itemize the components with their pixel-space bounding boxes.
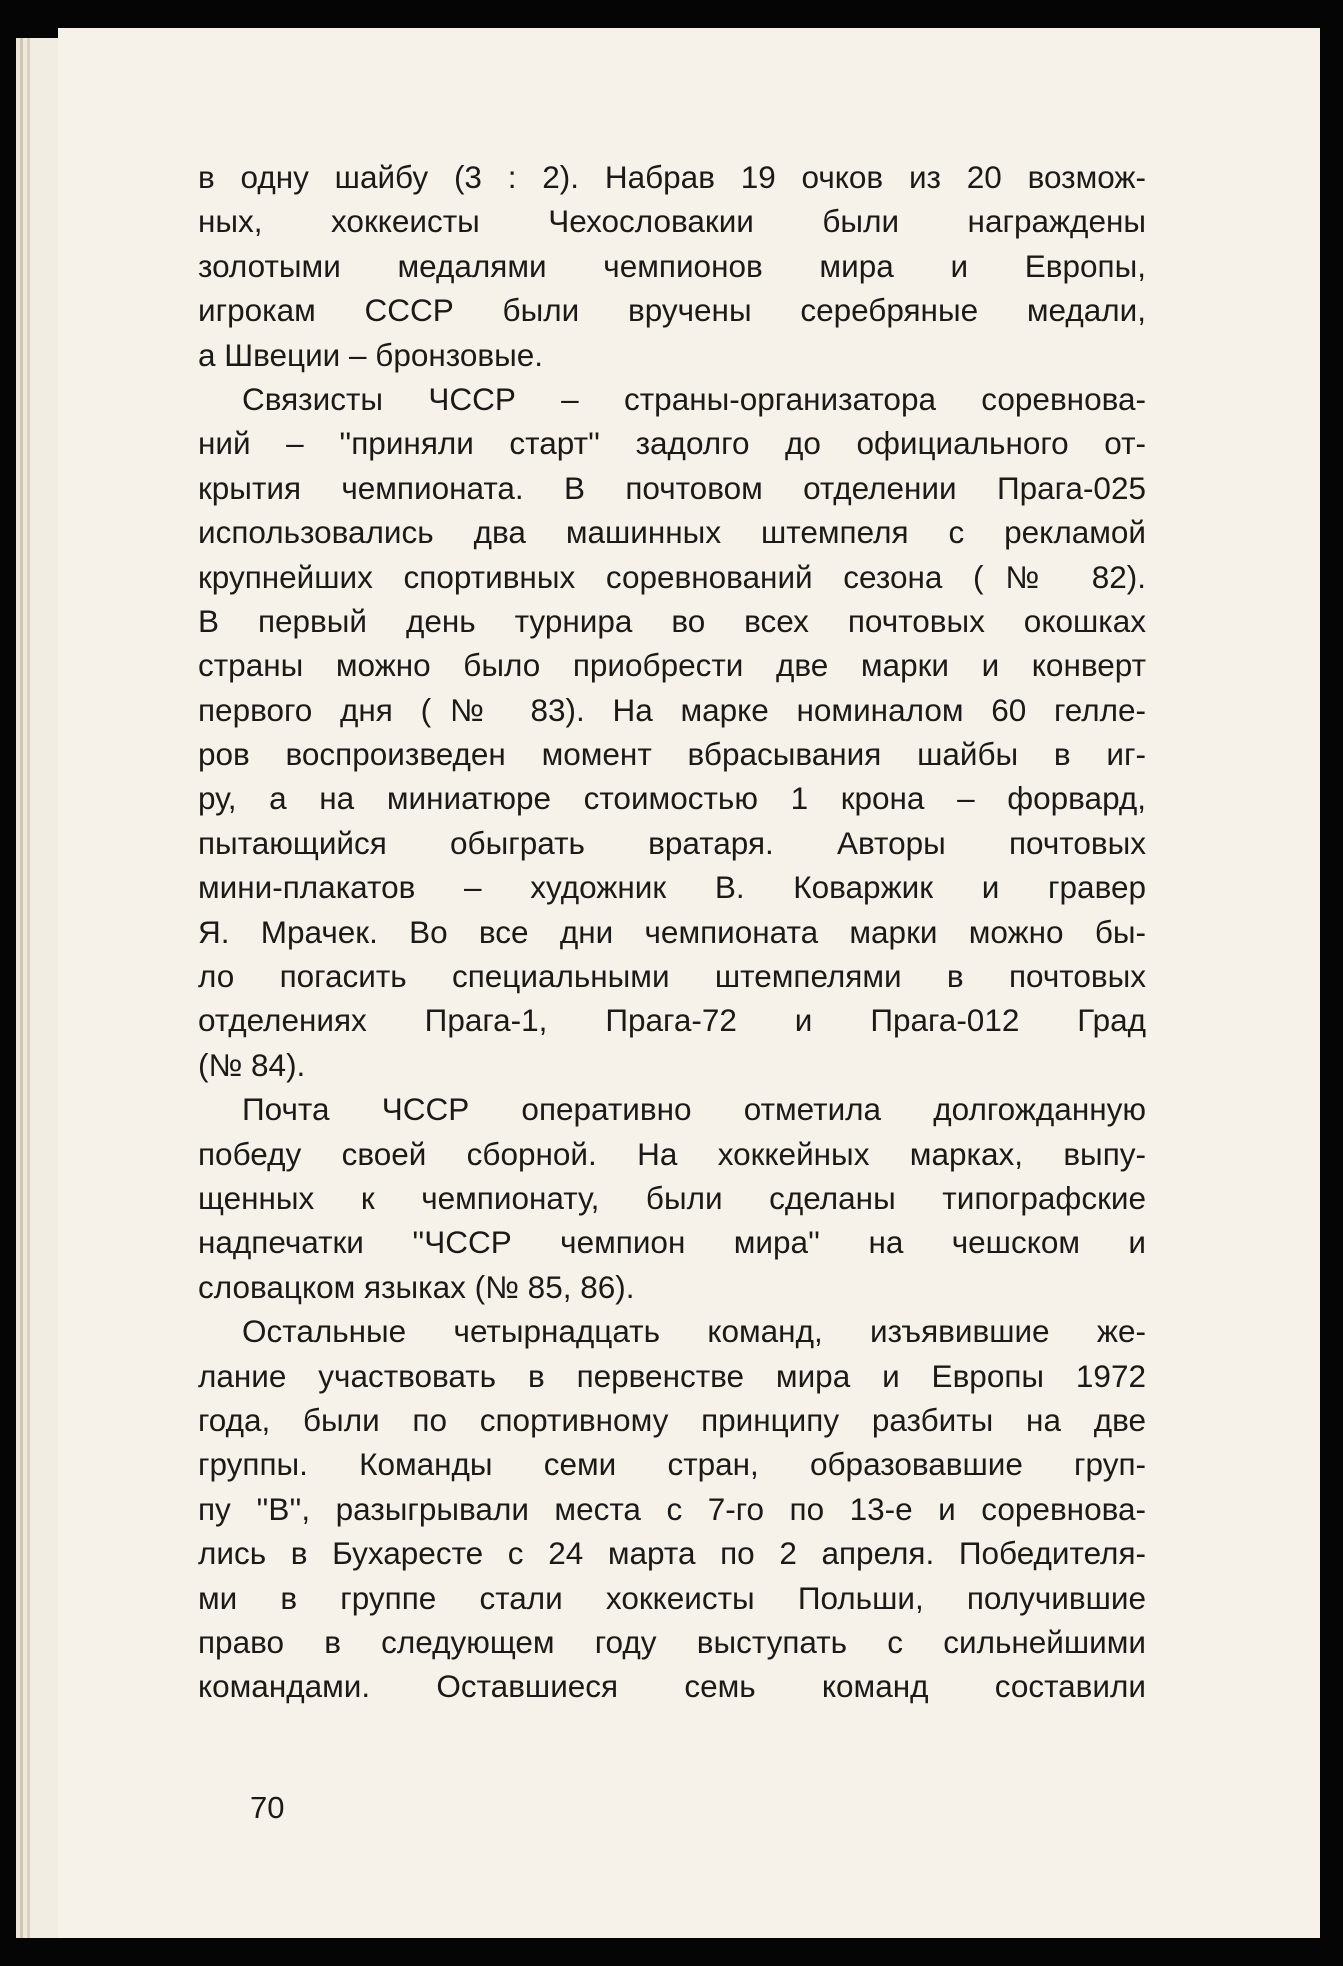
text-line: года, были по спортивному принципу разбиты на две	[198, 1401, 1146, 1438]
text-line: отделениях Прага-1, Прага-72 и Прага-012 Град	[198, 1002, 1146, 1039]
text-line: Связисты ЧССР – страны-организатора соревнова-	[242, 380, 1146, 417]
text-line: золотыми медалями чемпионов мира и Европы,	[198, 247, 1146, 284]
text-line: первого дня (№ 83). На марке номиналом 60 гелле-	[198, 691, 1146, 728]
text-line: пытающийся обыграть вратаря. Авторы почтовых	[198, 824, 1146, 861]
text-line: ных, хоккеисты Чехословакии были награждены	[198, 203, 1146, 240]
text-line: страны можно было приобрести две марки и конверт	[198, 647, 1146, 684]
text-line: ров воспроизведен момент вбрасывания шайбы в иг-	[198, 736, 1146, 773]
text-line: Я. Мрачек. Во все дни чемпионата марки можно бы-	[198, 913, 1146, 950]
text-line: группы. Команды семи стран, образовавшие груп-	[198, 1446, 1146, 1483]
text-line: (№ 84).	[198, 1046, 306, 1083]
text-line: в одну шайбу (3 : 2). Набрав 19 очков из 20 возмож-	[198, 159, 1146, 195]
text-line: право в следующем году выступать с сильнейшими	[198, 1623, 1146, 1660]
text-line: лание участвовать в первенстве мира и Европы 1972	[198, 1357, 1146, 1394]
text-line: ний – ''приняли старт'' задолго до официального от-	[198, 425, 1146, 462]
text-line: лись в Бухаресте с 24 марта по 2 апреля. Победителя-	[198, 1535, 1146, 1572]
text-line: крупнейших спортивных соревнований сезона (№ 82).	[198, 558, 1146, 595]
text-line: ру, а на миниатюре стоимостью 1 крона – форвард,	[198, 780, 1146, 817]
text-line: а Швеции – бронзовые.	[198, 336, 544, 373]
text-line: Остальные четырнадцать команд, изъявившие же-	[242, 1313, 1146, 1350]
text-line: словацком языках (№ 85, 86).	[198, 1268, 635, 1305]
text-line: использовались два машинных штемпеля с рекламой	[198, 514, 1146, 551]
text-line: победу своей сборной. На хоккейных марках, выпу-	[198, 1135, 1146, 1172]
text-line: Почта ЧССР оперативно отметила долгожданную	[242, 1091, 1146, 1128]
page-number: 70	[250, 1790, 285, 1825]
text-line: надпечатки ''ЧССР чемпион мира'' на чешском и	[198, 1224, 1146, 1261]
text-line: пу ''В'', разыгрывали места с 7-го по 13-е и соревнова-	[198, 1490, 1146, 1527]
text-line: мини-плакатов – художник В. Коваржик и гравер	[198, 869, 1146, 906]
text-line: командами. Оставшиеся семь команд составили	[198, 1668, 1146, 1705]
text-line: крытия чемпионата. В почтовом отделении Прага-025	[198, 469, 1146, 506]
text-line: ло погасить специальными штемпелями в почтовых	[198, 958, 1146, 995]
text-line: В первый день турнира во всех почтовых окошках	[198, 602, 1146, 639]
text-line: игрокам СССР были вручены серебряные медали,	[198, 292, 1146, 329]
text-line: ми в группе стали хоккеисты Польши, получившие	[198, 1579, 1146, 1616]
text-line: щенных к чемпионату, были сделаны типографские	[198, 1179, 1146, 1216]
body-text	[198, 155, 1146, 1709]
